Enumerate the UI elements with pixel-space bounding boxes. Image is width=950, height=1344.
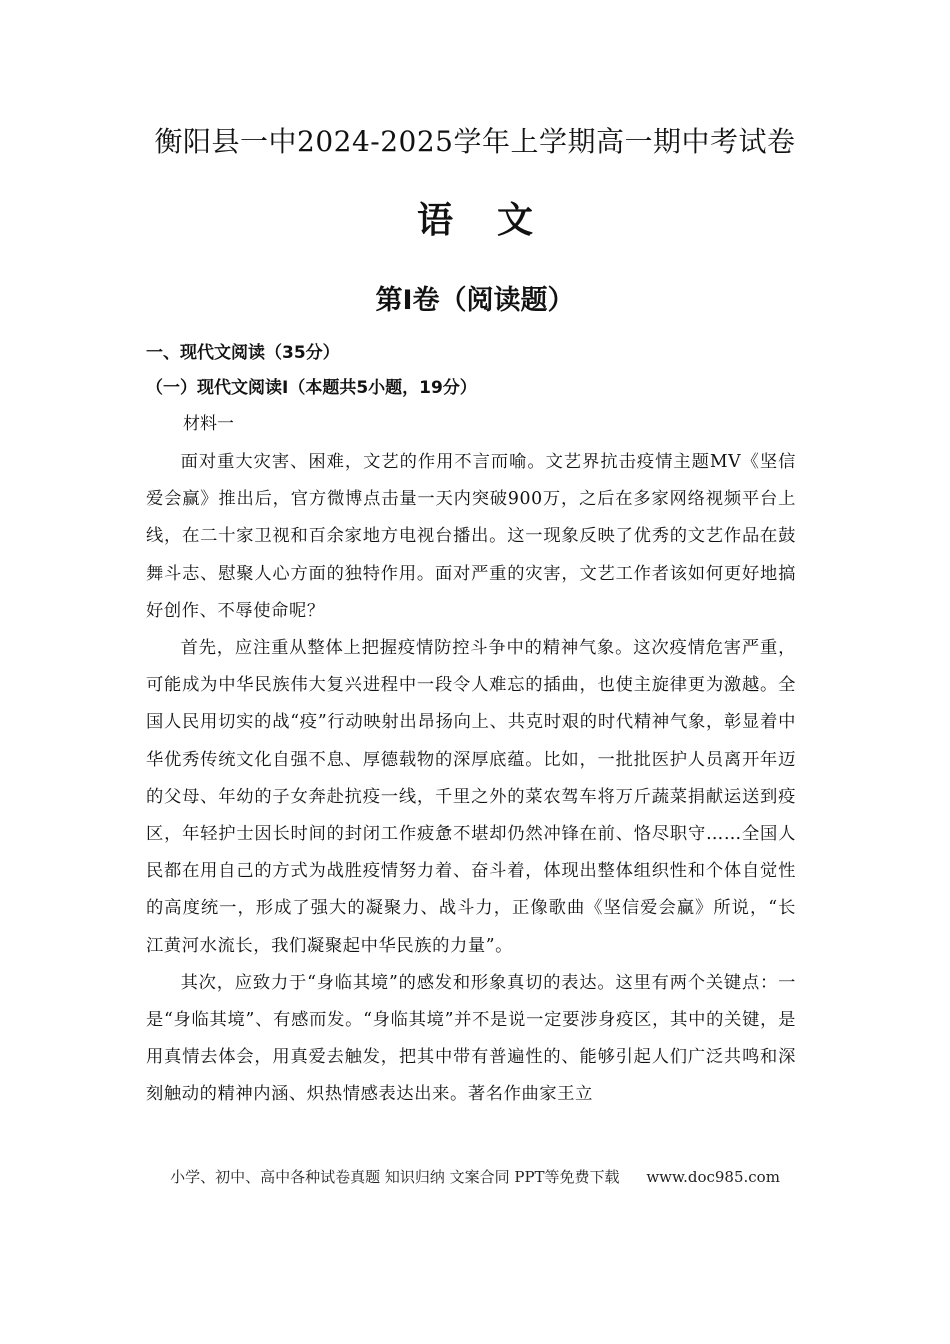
section-heading: 一、现代文阅读（35分）: [146, 343, 340, 363]
volume-title: 第Ⅰ卷（阅读题）: [375, 285, 575, 316]
exam-title: 衡阳县一中2024-2025学年上学期高一期中考试卷: [154, 125, 796, 158]
passage-paragraph: 首先，应注重从整体上把握疫情防控斗争中的精神气象。这次疫情危害严重，可能成为中华民族伟大复兴进程中一段令人难忘的插曲，也使主旋律更为激越。全国人民用切实的战“疫”行动映射出昂扬向上、共克时艰的时代精神气象，彰显着中华优秀传统文化自强不息、厚德载物的深厚底蕴。比如，一批批医护人员离开年迈的父母、年幼的子女奔赴抗疫一线，千里之外的菜农驾车将万斤蔬菜捐献运送到疫区，年轻护士因长时间的封闭工作疲惫不堪却仍然冲锋在前、恪尽职守……全国人民都在用自己的方式为战胜疫情努力着、奋斗着，体现出整体组织性和个体自觉性的高度统一，形成了强大的凝聚力、战斗力，正像歌曲《坚信爱会赢》所说，“长江黄河水流长，我们凝聚起中华民族的力量”。: [146, 638, 796, 956]
footer-url[interactable]: www.doc985.com: [646, 1168, 780, 1186]
reading-passage: [146, 444, 796, 1114]
material-label: 材料一: [183, 414, 234, 434]
passage-paragraph: 面对重大灾害、困难，文艺的作用不言而喻。文艺界抗击疫情主题MV《坚信爱会赢》推出后，官方微博点击量一天内突破900万，之后在多家网络视频平台上线，在二十家卫视和百余家地方电视台播出。这一现象反映了优秀的文艺作品在鼓舞斗志、慰聚人心方面的独特作用。面对严重的灾害，文艺工作者该如何更好地搞好创作、不辱使命呢？: [146, 452, 796, 621]
section-subheading: （一）现代文阅读Ⅰ（本题共5小题，19分）: [146, 378, 477, 398]
footer-ad-text: 小学、初中、高中各种试卷真题 知识归纳 文案合同 PPT等免费下载: [170, 1168, 620, 1186]
page-footer: [0, 1165, 950, 1189]
subject-title: 语文: [416, 200, 577, 241]
passage-paragraph: 其次，应致力于“身临其境”的感发和形象真切的表达。这里有两个关键点：一是“身临其境”、有感而发。“身临其境”并不是说一定要涉身疫区，其中的关键，是用真情去体会，用真爱去触发，把其中带有普遍性的、能够引起人们广泛共鸣和深刻触动的精神内涵、炽热情感表达出来。著名作曲家王立: [146, 972, 796, 1105]
